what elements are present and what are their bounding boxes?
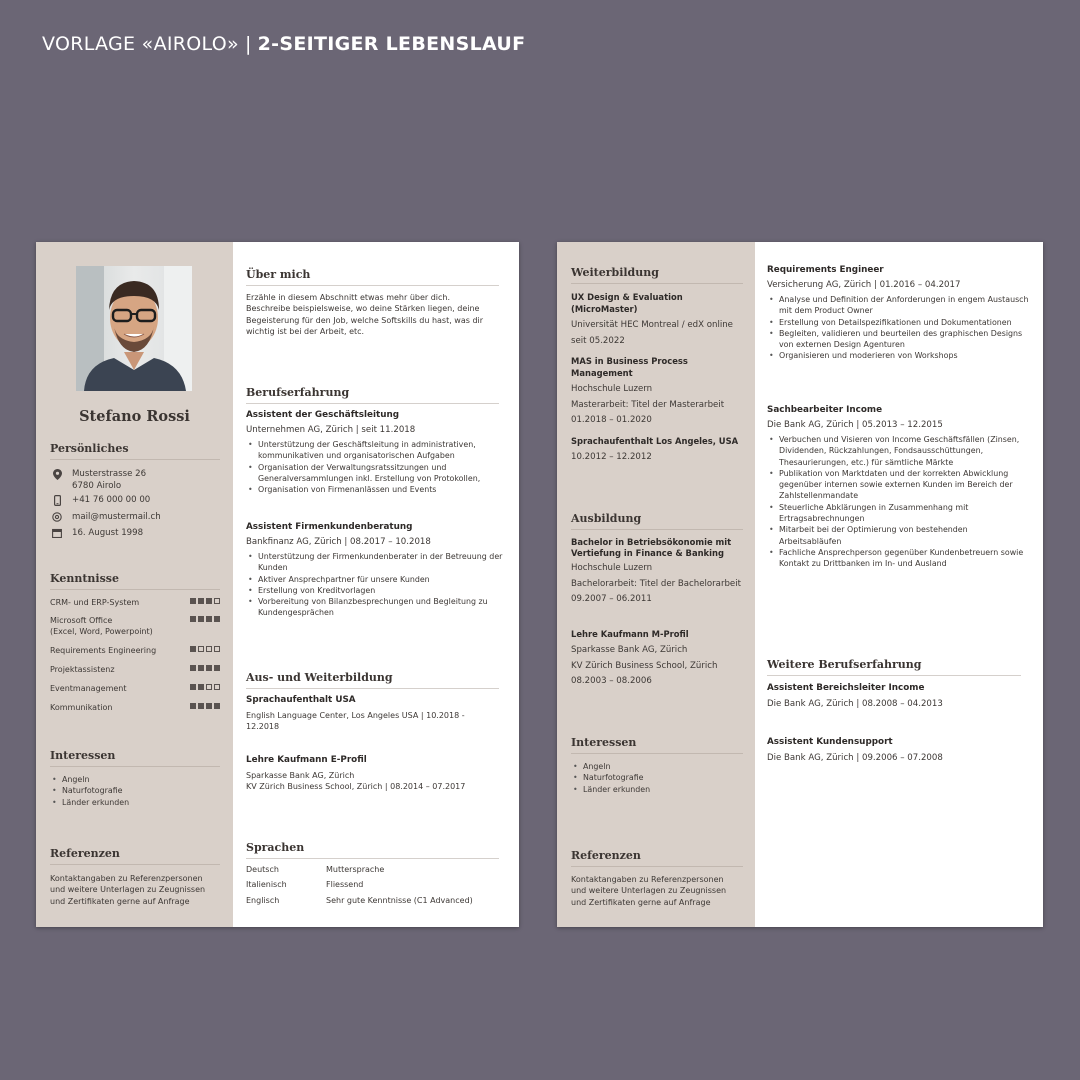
skill-label-detail: (Excel, Word, Powerpoint) (50, 627, 153, 637)
cv-page-1 (36, 242, 519, 927)
skill-square-empty (214, 646, 220, 652)
language-level: Sehr gute Kenntnisse (C1 Advanced) (326, 896, 473, 905)
job-title: Assistent der Geschäftsleitung (246, 410, 400, 420)
job-bullet: • Unterstützung der Firmenkundenberater in der Betreuung der Kunden (258, 551, 506, 574)
about-line: wichtig ist bei der Arbeit, etc. (246, 326, 365, 336)
personal-heading: Persönliches (50, 442, 220, 460)
job-bullet: • Analyse und Definition der Anforderungen in engem Austausch mit dem Product Owner (779, 294, 1029, 317)
references-line: und Zertifikaten gerne auf Anfrage (50, 896, 190, 906)
training-entry (571, 537, 751, 608)
skill-row (50, 645, 220, 656)
banner-separator: | (244, 33, 252, 55)
job-entry (246, 409, 506, 495)
job-bullet: • Vorbereitung von Bilanzbesprechungen und Begleitung zu Kundengesprächen (258, 596, 506, 619)
job-bullet: • Organisieren und moderieren von Workshops (779, 350, 1029, 361)
about-line: Beschreibe beispielsweise, wo deine Stärken liegen, deine (246, 304, 480, 314)
job-bullet: • Fachliche Ansprechperson gegenüber Kundenbetreuern sowie Kontakt zu Drittbanken im In- und Ausland (779, 547, 1029, 570)
phone-row (50, 494, 150, 506)
job-meta: Bankfinanz AG, Zürich | 08.2017 – 10.2018 (246, 537, 431, 547)
more-experience-entry (767, 736, 1029, 764)
interests-heading: Interessen (571, 736, 743, 754)
skill-square-filled (214, 665, 220, 671)
skill-level-indicator (190, 684, 220, 690)
job-title: Requirements Engineer (767, 265, 884, 275)
training-entry (571, 628, 751, 690)
person-name: Stefano Rossi (79, 408, 190, 425)
references-heading: Referenzen (571, 849, 743, 867)
more-experience-entry (767, 682, 1029, 710)
interests-list (50, 774, 129, 808)
birthday-row (50, 527, 143, 539)
more-experience-title: Assistent Kundensupport (767, 737, 893, 747)
about-line: Begeisterung für den Job, welche Softskills du hast, was dir (246, 315, 484, 325)
skill-level-indicator (190, 598, 220, 604)
language-name: Deutsch (246, 865, 279, 874)
job-meta: Die Bank AG, Zürich | 05.2013 – 12.2015 (767, 420, 943, 430)
training-line: 09.2007 – 06.2011 (571, 594, 652, 604)
phone-number: +41 76 000 00 00 (72, 495, 151, 505)
training-line: Sparkasse Bank AG, Zürich (571, 645, 688, 655)
skill-level-indicator (190, 646, 220, 652)
address-line-2: 6780 Airolo (72, 481, 122, 491)
skill-square-filled (206, 598, 212, 604)
job-entry (767, 264, 1029, 362)
references-heading: Referenzen (50, 847, 220, 865)
job-bullet: • Publikation von Marktdaten und der korrekten Abwicklung gegenüber internen sowie externen Kunden im Bereich der Zahlstellenmandate (779, 468, 1029, 502)
banner-title-bold: 2-SEITIGER LEBENSLAUF (257, 33, 526, 55)
skill-label: Projektassistenz (50, 665, 115, 674)
education-title: Lehre Kaufmann E-Profil (246, 755, 367, 765)
skill-square-empty (198, 646, 204, 652)
training-title: Bachelor in Betriebsökonomie mit (571, 537, 732, 547)
more-experience-meta: Die Bank AG, Zürich | 09.2006 – 07.2008 (767, 753, 943, 763)
skill-square-filled (198, 616, 204, 622)
further-title: MAS in Business Process Management (571, 356, 688, 378)
birthday: 16. August 1998 (72, 528, 144, 538)
language-level: Muttersprache (326, 865, 385, 874)
job-title: Sachbearbeiter Income (767, 405, 883, 415)
cv-page-2 (557, 242, 1043, 927)
job-meta: Unternehmen AG, Zürich | seit 11.2018 (246, 425, 416, 435)
education-heading: Aus- und Weiterbildung (246, 671, 499, 689)
skill-row (50, 683, 220, 694)
skill-row (50, 615, 220, 638)
more-experience-meta: Die Bank AG, Zürich | 08.2008 – 04.2013 (767, 699, 943, 709)
skill-square-filled (198, 598, 204, 604)
interest-item: • Naturfotografie (62, 785, 129, 796)
language-row (246, 864, 384, 875)
education-line: KV Zürich Business School, Zürich | 08.2014 – 07.2017 (246, 782, 466, 792)
banner-title-light: VORLAGE «AIROLO» (42, 33, 239, 55)
profile-photo (76, 266, 192, 391)
language-name: Italienisch (246, 880, 287, 889)
about-text (246, 292, 506, 337)
skill-row (50, 597, 220, 608)
skill-label: Eventmanagement (50, 684, 127, 693)
training-line: KV Zürich Business School, Zürich (571, 660, 718, 671)
skill-label: Kommunikation (50, 703, 113, 712)
further-entry (571, 291, 751, 349)
more-experience-heading: Weitere Berufserfahrung (767, 658, 1021, 676)
skill-square-filled (190, 598, 196, 604)
references-text (50, 873, 205, 907)
skill-label: Requirements Engineering (50, 646, 157, 655)
address-line-1: Musterstrasse 26 (72, 469, 147, 479)
further-line: Universität HEC Montreal / edX online (571, 320, 733, 330)
skill-square-filled (214, 703, 220, 709)
skill-square-filled (190, 665, 196, 671)
language-row (246, 895, 473, 906)
skill-level-indicator (190, 703, 220, 709)
language-row (246, 879, 363, 890)
skill-square-filled (198, 703, 204, 709)
skill-square-empty (214, 684, 220, 690)
language-level: Fliessend (326, 880, 364, 889)
about-heading: Über mich (246, 268, 499, 286)
skill-square-filled (206, 616, 212, 622)
skill-square-empty (206, 684, 212, 690)
interest-item: • Länder erkunden (583, 784, 650, 795)
education-line: Sparkasse Bank AG, Zürich (246, 771, 355, 780)
skill-level-indicator (190, 616, 220, 622)
references-text (571, 874, 726, 908)
about-line: Erzähle in diesem Abschnitt etwas mehr über dich. (246, 293, 451, 302)
skill-square-filled (190, 646, 196, 652)
skill-label: Microsoft Office (50, 616, 113, 625)
training-heading: Ausbildung (571, 512, 743, 530)
email-address: mail@mustermail.ch (72, 512, 161, 522)
job-bullet: • Organisation der Verwaltungsratssitzungen und Generalversammlungen inkl. Erstellung von Protokollen, (258, 462, 506, 485)
training-line: Bachelorarbeit: Titel der Bachelorarbeit (571, 578, 741, 589)
skill-square-empty (214, 598, 220, 604)
further-line: Hochschule Luzern (571, 384, 653, 394)
further-line: 10.2012 – 12.2012 (571, 452, 652, 462)
skill-square-filled (198, 684, 204, 690)
job-bullet: • Unterstützung der Geschäftsleitung in administrativen, kommunikativen und organisatorischen Aufgaben (258, 439, 506, 462)
job-bullet: • Mitarbeit bei der Optimierung von bestehenden Arbeitsabläufen (779, 524, 1029, 547)
job-bullet: • Steuerliche Abklärungen in Zusammenhang mit Ertragsabrechnungen (779, 502, 1029, 525)
further-title: UX Design & Evaluation (MicroMaster) (571, 292, 683, 314)
job-bullet: • Erstellung von Detailspezifikationen und Dokumentationen (779, 317, 1029, 328)
interests-heading: Interessen (50, 749, 220, 767)
further-education-heading: Weiterbildung (571, 266, 743, 284)
job-bullet: • Verbuchen und Visieren von Income Geschäftsfällen (Zinsen, Dividenden, Rückzahlungen, Fondsausschüttungen, Thesaurierungen, etc.) für sämtliche Märkte (779, 434, 1029, 468)
education-entry (246, 694, 506, 733)
email-row (50, 511, 161, 523)
interest-item: • Angeln (62, 774, 129, 785)
job-bullet: • Organisation von Firmenanlässen und Events (258, 484, 506, 495)
skill-square-filled (190, 616, 196, 622)
interests-list (571, 761, 650, 795)
banner-title (42, 33, 525, 55)
skill-square-filled (206, 665, 212, 671)
address-row (50, 468, 146, 492)
education-line: English Language Center, Los Angeles USA | 10.2018 - (246, 711, 465, 720)
further-line: seit 05.2022 (571, 335, 625, 346)
further-entry (571, 355, 751, 429)
skill-square-filled (190, 703, 196, 709)
phone-icon (50, 494, 64, 506)
job-bullet: • Erstellung von Kreditvorlagen (258, 585, 506, 596)
education-line: 12.2018 (246, 722, 280, 732)
language-name: Englisch (246, 896, 280, 905)
skill-label: CRM- und ERP-System (50, 598, 140, 607)
job-bullet: • Begleiten, validieren und beurteilen des graphischen Designs von externen Design Agenturen (779, 328, 1029, 351)
skill-level-indicator (190, 665, 220, 671)
training-title: Vertiefung in Finance & Banking (571, 548, 724, 558)
job-title: Assistent Firmenkundenberatung (246, 522, 413, 532)
references-line: und weitere Unterlagen zu Zeugnissen (571, 886, 727, 896)
training-line: 08.2003 – 08.2006 (571, 676, 652, 686)
job-entry (767, 404, 1029, 570)
interest-item: • Angeln (583, 761, 650, 772)
languages-heading: Sprachen (246, 841, 499, 859)
interest-item: • Naturfotografie (583, 772, 650, 783)
education-entry (246, 754, 506, 793)
skill-square-filled (206, 703, 212, 709)
at-icon (50, 511, 64, 523)
job-meta: Versicherung AG, Zürich | 01.2016 – 04.2017 (767, 280, 961, 290)
skill-square-filled (190, 684, 196, 690)
skills-heading: Kenntnisse (50, 572, 220, 590)
further-line: 01.2018 – 01.2020 (571, 415, 652, 425)
more-experience-title: Assistent Bereichsleiter Income (767, 683, 925, 693)
training-line: Hochschule Luzern (571, 563, 653, 573)
skill-row (50, 702, 220, 713)
references-line: und weitere Unterlagen zu Zeugnissen (50, 885, 206, 895)
references-line: Kontaktangaben zu Referenzpersonen (571, 875, 724, 884)
references-line: Kontaktangaben zu Referenzpersonen (50, 874, 203, 883)
location-pin-icon (50, 468, 64, 480)
further-title: Sprachaufenthalt Los Angeles, USA (571, 436, 739, 446)
further-entry (571, 435, 751, 466)
training-title: Lehre Kaufmann M-Profil (571, 629, 689, 639)
job-bullet: • Aktiver Ansprechpartner für unsere Kunden (258, 574, 506, 585)
calendar-icon (50, 527, 64, 539)
skill-row (50, 664, 220, 675)
job-entry (246, 521, 506, 619)
experience-heading: Berufserfahrung (246, 386, 499, 404)
interest-item: • Länder erkunden (62, 797, 129, 808)
skill-square-filled (198, 665, 204, 671)
references-line: und Zertifikaten gerne auf Anfrage (571, 897, 711, 907)
skill-square-filled (214, 616, 220, 622)
education-title: Sprachaufenthalt USA (246, 695, 356, 705)
further-line: Masterarbeit: Titel der Masterarbeit (571, 399, 725, 410)
skill-square-empty (206, 646, 212, 652)
